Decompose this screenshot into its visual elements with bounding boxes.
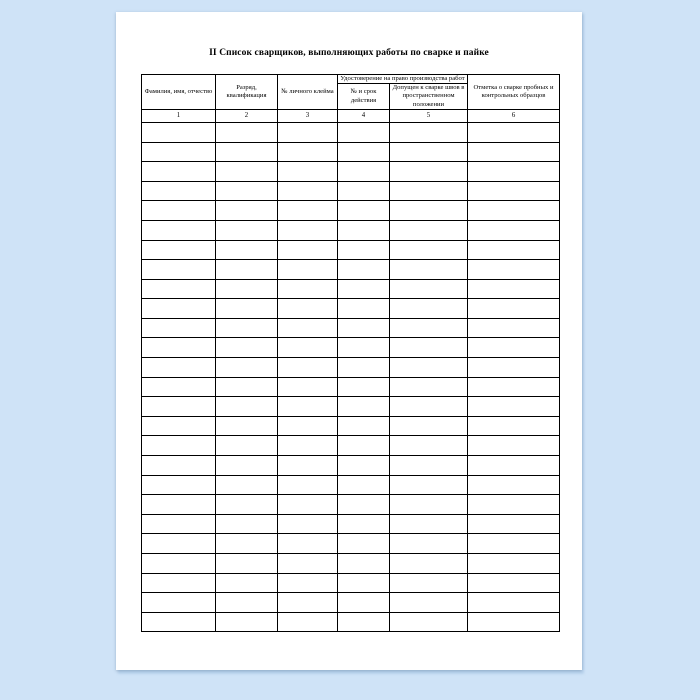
table-cell[interactable] [468, 240, 560, 260]
column-header-stamp-number: № личного клейма [278, 75, 338, 110]
table-row[interactable] [142, 142, 560, 162]
table-cell[interactable] [278, 318, 338, 338]
table-cell[interactable] [278, 122, 338, 142]
table-cell[interactable] [468, 260, 560, 280]
table-cell[interactable] [338, 573, 390, 593]
table-cell[interactable] [390, 416, 468, 436]
table-cell[interactable] [468, 573, 560, 593]
table-cell[interactable] [468, 279, 560, 299]
table-cell[interactable] [468, 142, 560, 162]
table-row[interactable] [142, 181, 560, 201]
table-cell[interactable] [278, 358, 338, 378]
table-cell[interactable] [216, 612, 278, 632]
table-cell[interactable] [278, 220, 338, 240]
table-row[interactable] [142, 279, 560, 299]
table-cell[interactable] [278, 475, 338, 495]
table-cell[interactable] [390, 593, 468, 613]
table-cell[interactable] [216, 593, 278, 613]
column-number-2: 2 [216, 109, 278, 122]
table-cell[interactable] [338, 201, 390, 221]
table-cell[interactable] [390, 220, 468, 240]
table-cell[interactable] [216, 573, 278, 593]
column-group-header-certificate: Удостоверение на право производства работ [338, 75, 468, 84]
table-cell[interactable] [216, 495, 278, 515]
table-cell[interactable] [216, 534, 278, 554]
table-cell[interactable] [390, 534, 468, 554]
table-cell[interactable] [338, 220, 390, 240]
table-cell[interactable] [390, 318, 468, 338]
table-row[interactable] [142, 534, 560, 554]
column-header-certificate-number-term: № и срок действия [338, 84, 390, 110]
table-cell[interactable] [216, 475, 278, 495]
table-cell[interactable] [338, 299, 390, 319]
table-cell[interactable] [216, 142, 278, 162]
table-cell[interactable] [216, 397, 278, 417]
table-cell[interactable] [468, 593, 560, 613]
table-cell[interactable] [216, 358, 278, 378]
table-cell[interactable] [468, 162, 560, 182]
table-cell[interactable] [468, 514, 560, 534]
table-cell[interactable] [338, 554, 390, 574]
table-cell[interactable] [390, 514, 468, 534]
table-cell[interactable] [468, 456, 560, 476]
table-row[interactable] [142, 122, 560, 142]
table-cell[interactable] [216, 220, 278, 240]
table-cell[interactable] [390, 181, 468, 201]
table-cell[interactable] [142, 436, 216, 456]
table-cell[interactable] [468, 475, 560, 495]
table-column-number-row [142, 109, 560, 122]
table-cell[interactable] [278, 377, 338, 397]
table-cell[interactable] [390, 456, 468, 476]
table-cell[interactable] [216, 162, 278, 182]
table-cell[interactable] [468, 220, 560, 240]
table-cell[interactable] [390, 299, 468, 319]
table-cell[interactable] [468, 181, 560, 201]
table-cell[interactable] [390, 240, 468, 260]
table-row[interactable] [142, 377, 560, 397]
welders-list-table [141, 74, 560, 632]
table-cell[interactable] [468, 534, 560, 554]
table-cell[interactable] [216, 436, 278, 456]
table-cell[interactable] [278, 573, 338, 593]
table-cell[interactable] [142, 299, 216, 319]
table-cell[interactable] [216, 299, 278, 319]
table-cell[interactable] [216, 416, 278, 436]
table-cell[interactable] [216, 181, 278, 201]
table-row[interactable] [142, 201, 560, 221]
table-row[interactable] [142, 260, 560, 280]
table-header-row-top [142, 75, 560, 84]
table-row[interactable] [142, 318, 560, 338]
table-body [142, 122, 560, 631]
table-cell[interactable] [278, 514, 338, 534]
table-cell[interactable] [142, 240, 216, 260]
column-number-4: 4 [338, 109, 390, 122]
column-number-5: 5 [390, 109, 468, 122]
table-header [142, 75, 560, 123]
table-cell[interactable] [390, 358, 468, 378]
column-header-allowed-positions: Допущен к сварке швов в пространственном положении [390, 84, 468, 110]
table-cell[interactable] [338, 475, 390, 495]
table-cell[interactable] [390, 201, 468, 221]
table-cell[interactable] [338, 377, 390, 397]
table-cell[interactable] [142, 416, 216, 436]
table-cell[interactable] [468, 358, 560, 378]
table-cell[interactable] [338, 436, 390, 456]
table-cell[interactable] [278, 260, 338, 280]
table-cell[interactable] [142, 181, 216, 201]
table-cell[interactable] [338, 240, 390, 260]
table-cell[interactable] [278, 142, 338, 162]
table-cell[interactable] [338, 142, 390, 162]
table-cell[interactable] [390, 162, 468, 182]
column-number-1: 1 [142, 109, 216, 122]
table-cell[interactable] [278, 201, 338, 221]
table-cell[interactable] [216, 279, 278, 299]
table-cell[interactable] [142, 377, 216, 397]
table-cell[interactable] [278, 181, 338, 201]
table-cell[interactable] [390, 612, 468, 632]
table-cell[interactable] [142, 318, 216, 338]
table-cell[interactable] [468, 397, 560, 417]
table-cell[interactable] [468, 495, 560, 515]
table-cell[interactable] [338, 338, 390, 358]
table-cell[interactable] [338, 122, 390, 142]
table-cell[interactable] [142, 260, 216, 280]
table-cell[interactable] [278, 279, 338, 299]
table-row[interactable] [142, 397, 560, 417]
table-cell[interactable] [142, 142, 216, 162]
table-cell[interactable] [278, 397, 338, 417]
table-row[interactable] [142, 338, 560, 358]
table-row[interactable] [142, 475, 560, 495]
table-cell[interactable] [278, 299, 338, 319]
table-cell[interactable] [338, 260, 390, 280]
table-cell[interactable] [278, 240, 338, 260]
table-row[interactable] [142, 612, 560, 632]
table-cell[interactable] [278, 338, 338, 358]
table-cell[interactable] [142, 220, 216, 240]
table-row[interactable] [142, 299, 560, 319]
table-cell[interactable] [338, 495, 390, 515]
table-cell[interactable] [338, 514, 390, 534]
table-cell[interactable] [338, 358, 390, 378]
table-row[interactable] [142, 358, 560, 378]
table-cell[interactable] [216, 338, 278, 358]
table-cell[interactable] [278, 162, 338, 182]
table-cell[interactable] [390, 573, 468, 593]
table-cell[interactable] [390, 338, 468, 358]
table-cell[interactable] [468, 416, 560, 436]
table-row[interactable] [142, 514, 560, 534]
table-cell[interactable] [338, 534, 390, 554]
table-cell[interactable] [142, 397, 216, 417]
column-header-sample-welding-note: Отметка о сварке пробных и контрольных образцов [468, 75, 560, 110]
table-cell[interactable] [338, 181, 390, 201]
table-cell[interactable] [142, 514, 216, 534]
document-page [116, 12, 582, 670]
table-row[interactable] [142, 456, 560, 476]
column-header-fullname: Фамилия, имя, отчество [142, 75, 216, 110]
table-cell[interactable] [142, 534, 216, 554]
table-cell[interactable] [390, 397, 468, 417]
table-cell[interactable] [338, 593, 390, 613]
table-cell[interactable] [142, 122, 216, 142]
table-cell[interactable] [338, 612, 390, 632]
table-cell[interactable] [468, 122, 560, 142]
table-cell[interactable] [468, 338, 560, 358]
table-cell[interactable] [468, 318, 560, 338]
table-cell[interactable] [142, 201, 216, 221]
page-title: II Список сварщиков, выполняющих работы по сварке и пайке [209, 48, 489, 58]
table-cell[interactable] [278, 436, 338, 456]
table-cell[interactable] [142, 456, 216, 476]
table-row[interactable] [142, 416, 560, 436]
table-row[interactable] [142, 554, 560, 574]
table-cell[interactable] [142, 475, 216, 495]
table-row[interactable] [142, 495, 560, 515]
table-cell[interactable] [216, 240, 278, 260]
table-cell[interactable] [278, 612, 338, 632]
table-cell[interactable] [338, 456, 390, 476]
table-cell[interactable] [390, 122, 468, 142]
table-cell[interactable] [338, 162, 390, 182]
table-cell[interactable] [216, 514, 278, 534]
table-cell[interactable] [142, 593, 216, 613]
table-cell[interactable] [142, 338, 216, 358]
table-cell[interactable] [142, 573, 216, 593]
table-cell[interactable] [216, 201, 278, 221]
table-row[interactable] [142, 573, 560, 593]
table-cell[interactable] [390, 377, 468, 397]
table-cell[interactable] [142, 612, 216, 632]
table-cell[interactable] [278, 593, 338, 613]
table-cell[interactable] [338, 397, 390, 417]
table-cell[interactable] [468, 612, 560, 632]
column-number-6: 6 [468, 109, 560, 122]
table-cell[interactable] [338, 318, 390, 338]
table-cell[interactable] [278, 456, 338, 476]
table-cell[interactable] [216, 456, 278, 476]
table-cell[interactable] [468, 299, 560, 319]
table-cell[interactable] [390, 436, 468, 456]
table-cell[interactable] [390, 554, 468, 574]
table-cell[interactable] [216, 377, 278, 397]
table-cell[interactable] [216, 554, 278, 574]
column-header-qualification: Разряд, квалификация [216, 75, 278, 110]
table-row[interactable] [142, 593, 560, 613]
table-cell[interactable] [142, 554, 216, 574]
table-cell[interactable] [468, 377, 560, 397]
table-row[interactable] [142, 220, 560, 240]
table-cell[interactable] [390, 279, 468, 299]
table-cell[interactable] [142, 279, 216, 299]
table-cell[interactable] [468, 201, 560, 221]
table-cell[interactable] [142, 358, 216, 378]
table-row[interactable] [142, 240, 560, 260]
table-cell[interactable] [338, 279, 390, 299]
column-number-3: 3 [278, 109, 338, 122]
table-cell[interactable] [216, 260, 278, 280]
table-cell[interactable] [278, 534, 338, 554]
table-cell[interactable] [390, 142, 468, 162]
table-cell[interactable] [142, 495, 216, 515]
table-row[interactable] [142, 436, 560, 456]
table-cell[interactable] [216, 318, 278, 338]
table-cell[interactable] [278, 554, 338, 574]
table-cell[interactable] [338, 416, 390, 436]
table-cell[interactable] [278, 495, 338, 515]
table-cell[interactable] [390, 260, 468, 280]
table-cell[interactable] [390, 495, 468, 515]
table-row[interactable] [142, 162, 560, 182]
table-cell[interactable] [468, 436, 560, 456]
table-cell[interactable] [216, 122, 278, 142]
table-cell[interactable] [468, 554, 560, 574]
table-cell[interactable] [278, 416, 338, 436]
table-cell[interactable] [390, 475, 468, 495]
table-cell[interactable] [142, 162, 216, 182]
